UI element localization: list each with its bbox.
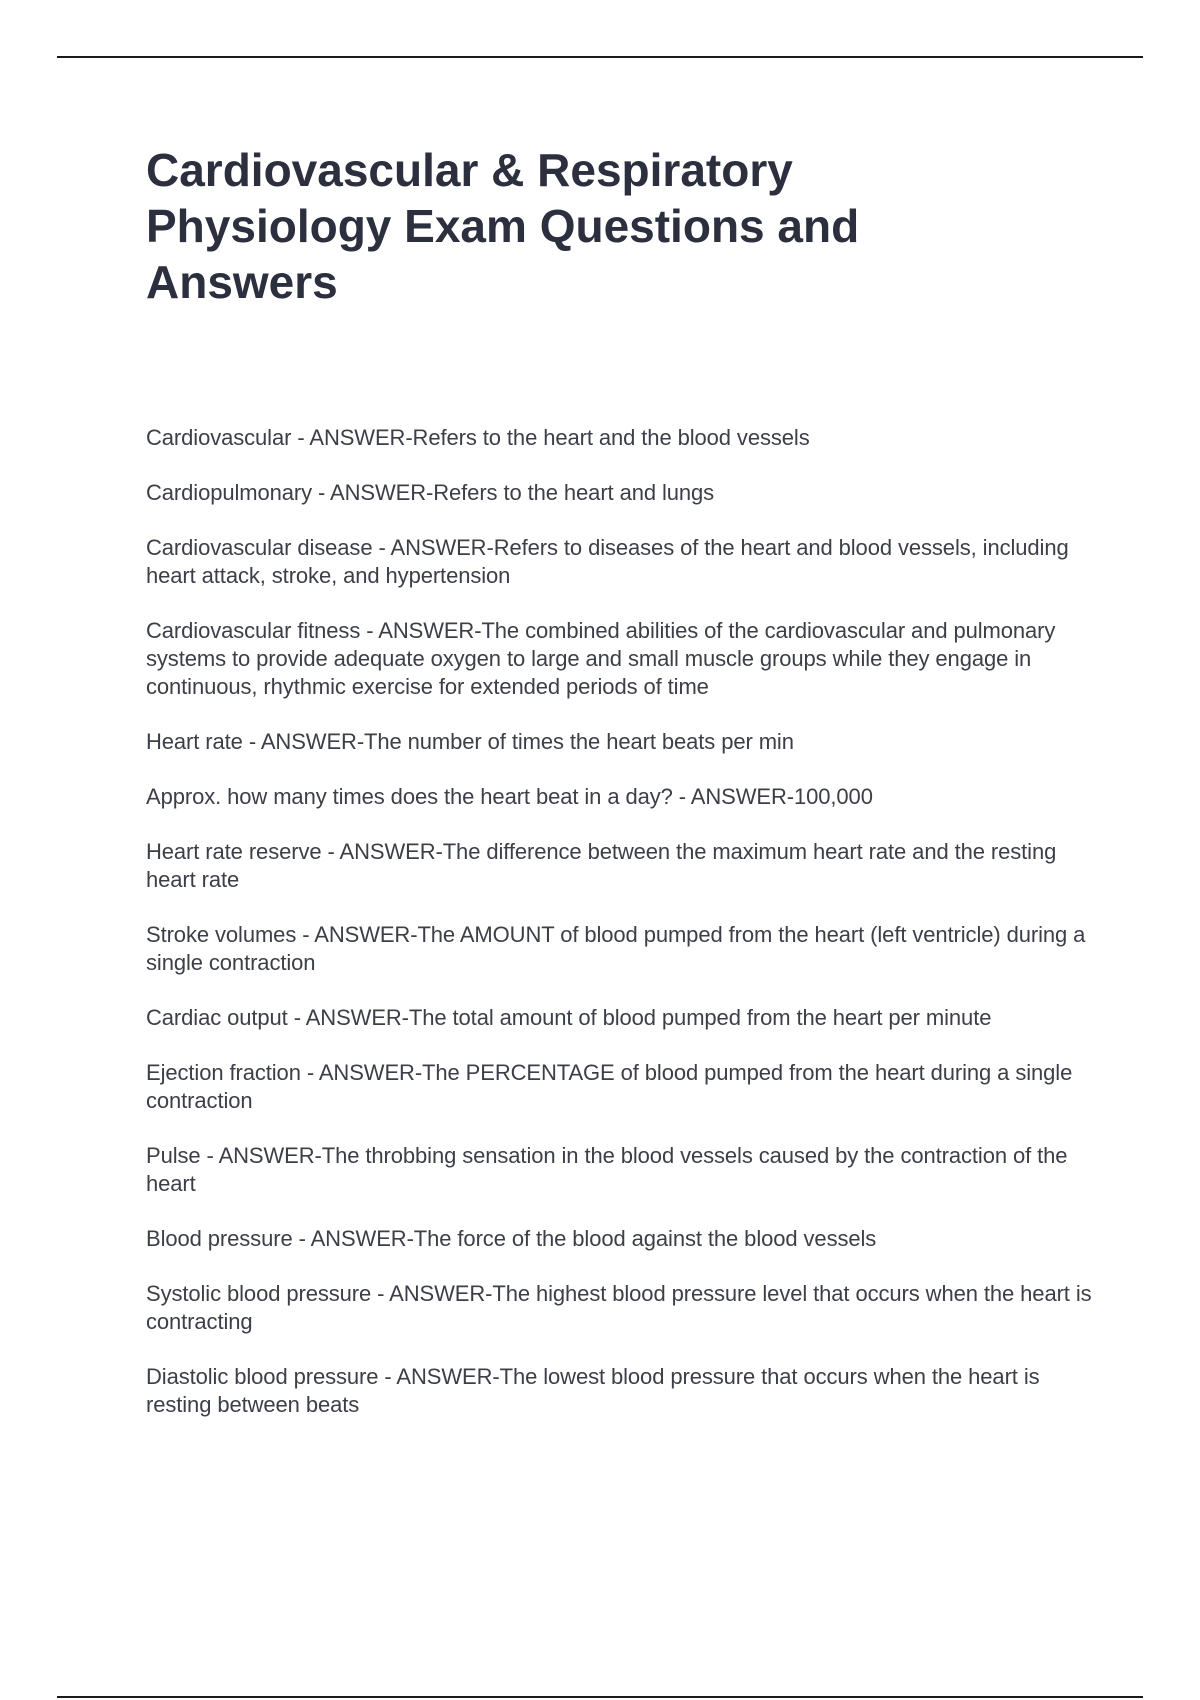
qa-entry: Systolic blood pressure - ANSWER-The highest blood pressure level that occurs when the heart is contracting — [146, 1281, 1092, 1334]
qa-entry: Blood pressure - ANSWER-The force of the blood against the blood vessels — [146, 1226, 877, 1251]
top-divider — [57, 56, 1143, 58]
qa-entry: Stroke volumes - ANSWER-The AMOUNT of blood pumped from the heart (left ventricle) during a single contraction — [146, 922, 1086, 975]
qa-entry: Cardiovascular fitness - ANSWER-The combined abilities of the cardiovascular and pulmonary systems to provide adequate oxygen to large and small muscle groups while they engage in continuous, rhythmic exercise for extended periods of time — [146, 618, 1056, 699]
qa-entry: Heart rate - ANSWER-The number of times the heart beats per min — [146, 729, 794, 754]
document-title: Cardiovascular & Respiratory Physiology Exam Questions and Answers — [146, 144, 860, 308]
qa-entry: Diastolic blood pressure - ANSWER-The lowest blood pressure that occurs when the heart is resting between beats — [146, 1364, 1040, 1417]
qa-entry: Cardiac output - ANSWER-The total amount of blood pumped from the heart per minute — [146, 1005, 992, 1030]
qa-entry: Approx. how many times does the heart beat in a day? - ANSWER-100,000 — [146, 784, 873, 809]
qa-entry: Heart rate reserve - ANSWER-The difference between the maximum heart rate and the resting heart rate — [146, 839, 1057, 892]
bottom-divider — [57, 1696, 1143, 1698]
qa-entry: Pulse - ANSWER-The throbbing sensation in the blood vessels caused by the contraction of the heart — [146, 1143, 1068, 1196]
qa-entry: Cardiopulmonary - ANSWER-Refers to the heart and lungs — [146, 480, 715, 505]
qa-entry: Ejection fraction - ANSWER-The PERCENTAGE of blood pumped from the heart during a single contraction — [146, 1060, 1073, 1113]
qa-list — [146, 424, 1096, 1446]
qa-entry: Cardiovascular disease - ANSWER-Refers to diseases of the heart and blood vessels, including heart attack, stroke, and hypertension — [146, 535, 1069, 588]
qa-entry: Cardiovascular - ANSWER-Refers to the heart and the blood vessels — [146, 425, 810, 450]
